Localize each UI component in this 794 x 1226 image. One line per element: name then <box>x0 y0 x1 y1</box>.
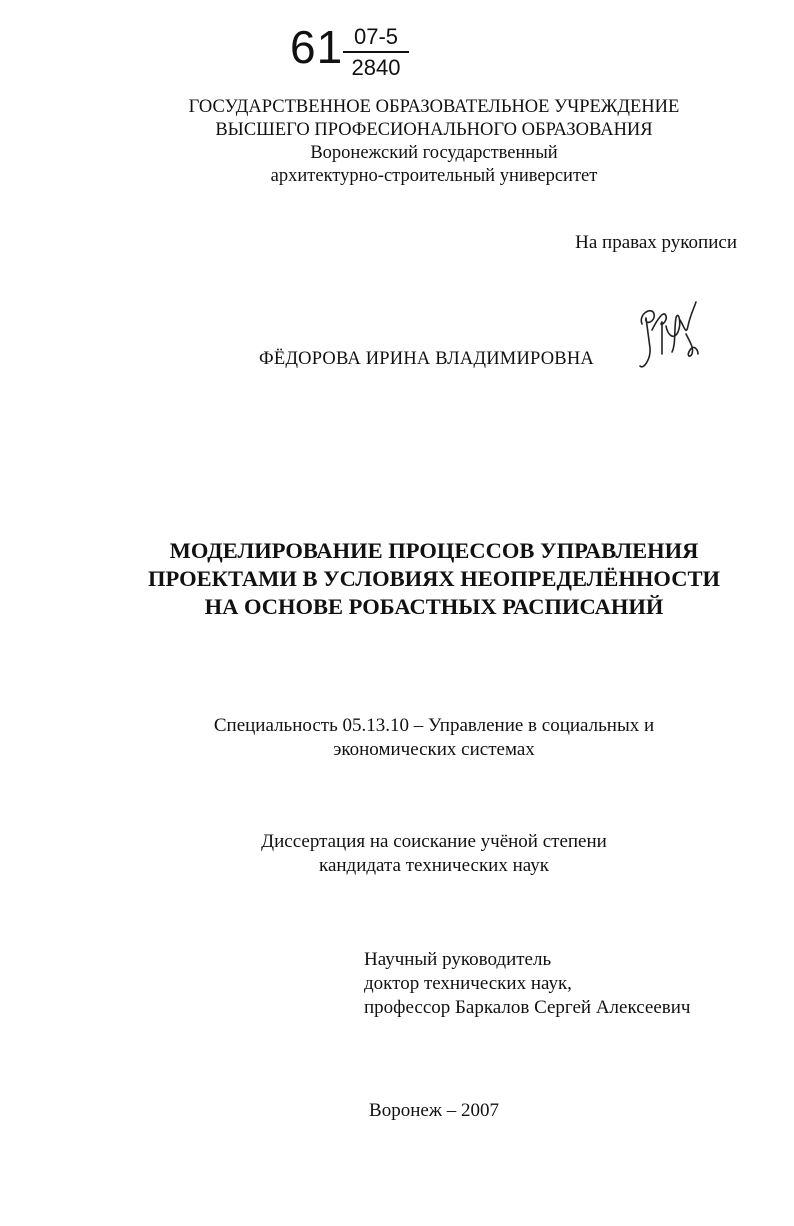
degree-line: Диссертация на соискание учёной степени <box>261 831 607 852</box>
specialty-line: Специальность 05.13.10 – Управление в социальных и <box>213 715 655 736</box>
title-line: НА ОСНОВЕ РОБАСТНЫХ РАСПИСАНИЙ <box>204 594 664 619</box>
catalog-stamp-denominator: 2840 <box>351 55 401 80</box>
author-name: ФЁДОРОВА ИРИНА ВЛАДИМИРОВНА <box>259 349 594 369</box>
manuscript-rights-note: На правах рукописи <box>575 232 737 253</box>
title-line: МОДЕЛИРОВАНИЕ ПРОЦЕССОВ УПРАВЛЕНИЯ <box>169 538 699 563</box>
specialty-line: экономических системах <box>333 739 535 760</box>
supervisor-line: профессор Баркалов Сергей Алексеевич <box>364 997 691 1018</box>
institution-line: ВЫСШЕГО ПРОФЕСИОНАЛЬНОГО ОБРАЗОВАНИЯ <box>215 120 653 140</box>
degree-line: кандидата технических наук <box>319 855 549 876</box>
catalog-stamp-fraction <box>343 26 409 79</box>
title-line: ПРОЕКТАМИ В УСЛОВИЯХ НЕОПРЕДЕЛЁННОСТИ <box>148 566 720 591</box>
catalog-stamp-numerator: 07-5 <box>353 24 399 49</box>
institution-line: архитектурно-строительный университет <box>270 166 598 186</box>
signature-image <box>632 296 712 376</box>
institution-line: ГОСУДАРСТВЕННОЕ ОБРАЗОВАТЕЛЬНОЕ УЧРЕЖДЕНИЕ <box>188 97 680 117</box>
supervisor-line: Научный руководитель <box>364 949 552 970</box>
institution-header <box>0 96 794 188</box>
supervisor-line: доктор технических наук, <box>364 973 572 994</box>
catalog-stamp-prefix: 61 <box>290 21 344 73</box>
institution-line: Воронежский государственный <box>310 143 558 163</box>
specialty-block <box>0 714 794 762</box>
city-year: Воронеж – 2007 <box>369 1100 499 1121</box>
supervisor-block <box>364 948 690 1020</box>
degree-block <box>0 830 794 878</box>
dissertation-title <box>0 537 794 621</box>
